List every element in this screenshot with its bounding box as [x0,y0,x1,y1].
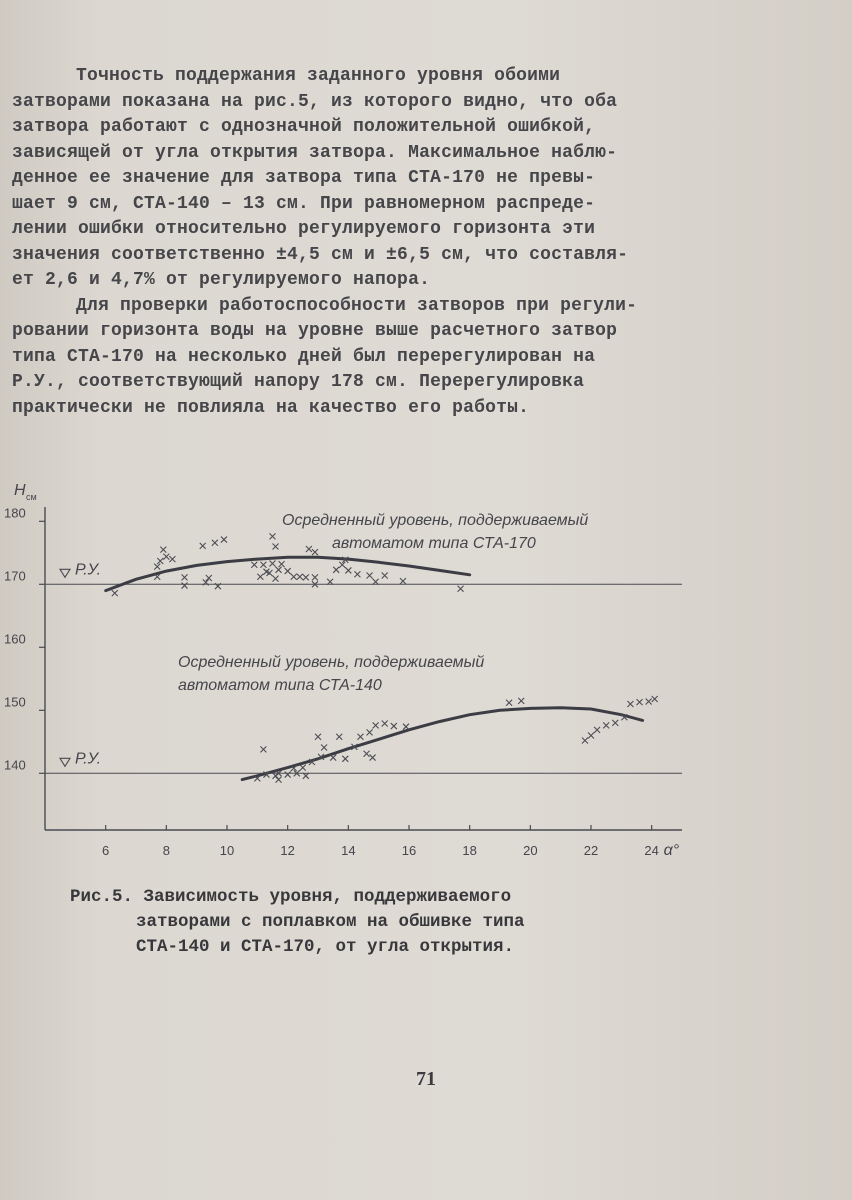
data-point-cross [273,544,279,550]
data-point-cross [345,567,351,573]
data-point-cross [270,533,276,539]
data-point-cross [382,721,388,727]
data-point-cross [627,701,633,707]
data-point-cross [367,729,373,735]
data-point-cross [270,561,276,567]
data-point-cross [169,556,175,562]
data-point-cross [297,574,303,580]
x-tick-label: 12 [280,843,295,858]
y-tick-label: 160 [4,631,26,647]
data-point-cross [303,574,309,580]
data-point-cross [652,696,658,702]
reference-line-label: Р.У. [75,750,102,768]
data-point-cross [315,734,321,740]
y-tick-label: 150 [4,694,26,710]
data-point-cross [212,540,218,546]
data-point-cross [333,567,339,573]
level-triangle-icon [60,758,70,766]
text-line: шает 9 см, СТА-140 – 13 см. При равномерном распреде- [12,193,596,214]
data-point-cross [373,722,379,728]
data-point-cross [506,700,512,706]
text-line: лении ошибки относительно регулируемого горизонта эти [12,219,596,239]
data-point-cross [382,572,388,578]
data-point-cross [276,567,282,573]
data-point-cross [594,727,600,733]
data-point-cross [330,755,336,761]
data-point-cross [458,586,464,592]
text-line: зависящей от угла открытия затвора. Максимальное наблю- [12,142,618,163]
text-line: практически не повлияла на качество его работы. [12,397,530,418]
data-point-cross [291,574,297,580]
x-tick-label: 16 [401,843,417,858]
data-point-cross [637,699,643,705]
paragraph-1 [12,64,742,294]
data-point-cross [160,547,166,553]
data-point-cross [582,738,588,744]
chart-svg [0,470,852,870]
x-axis-label: α° [663,842,680,859]
data-point-cross [260,562,266,568]
paragraph-2 [12,294,742,422]
text-line: Точность поддержания заданного уровня обоими [76,66,561,86]
data-point-cross [182,583,188,589]
y-tick-label: 140 [4,757,26,773]
data-point-cross [364,751,370,757]
data-point-cross [357,734,363,740]
data-point-cross [182,574,188,580]
data-point-cross [370,755,376,761]
text-line: типа СТА-170 на несколько дней был перерегулирован на [12,346,596,367]
x-tick-label: 14 [341,843,356,858]
y-axis-label-unit: см [26,492,37,502]
data-point-cross [251,562,257,568]
text-line: Р.У., соответствующий напору 178 см. Перерегулировка [12,372,585,392]
y-axis-label: H [14,482,26,499]
data-point-cross [285,568,291,574]
reference-line-label: Р.У. [75,561,102,579]
caption-line: затворами с поплавком на обшивке типа [136,912,525,932]
figure-caption [70,885,750,960]
series-annotation: Осредненный уровень, поддерживаемый [282,512,589,529]
figure-5-chart [0,470,852,870]
data-point-cross [260,746,266,752]
text-line: затвора работают с однозначной положительной ошибкой, [12,117,596,137]
series-annotation: автоматом типа СТА-170 [332,535,536,552]
x-tick-label: 18 [462,843,477,858]
x-tick-label: 6 [102,843,110,858]
data-point-cross [518,698,524,704]
data-point-cross [367,572,373,578]
data-point-cross [603,722,609,728]
y-tick-label: 170 [4,568,26,584]
data-point-cross [354,571,360,577]
data-point-cross [612,720,618,726]
text-line: затворами показана на рис.5, из которого видно, что оба [12,91,618,112]
data-point-cross [342,756,348,762]
data-point-cross [312,574,318,580]
caption-line: Рис.5. Зависимость уровня, поддерживаемого [70,887,512,907]
data-point-cross [273,576,279,582]
data-point-cross [154,564,160,570]
x-tick-label: 20 [523,843,538,858]
text-line: ет 2,6 и 4,7% от регулируемого напора. [12,270,431,290]
x-tick-label: 10 [219,843,235,858]
data-point-cross [285,772,291,778]
data-point-cross [588,733,594,739]
data-point-cross [200,543,206,549]
data-point-cross [306,546,312,552]
data-point-cross [163,554,169,560]
data-point-cross [300,765,306,771]
data-point-cross [257,574,263,580]
series-annotation: автоматом типа СТА-140 [178,677,382,694]
data-point-cross [400,578,406,584]
data-point-cross [279,561,285,567]
data-point-cross [321,744,327,750]
y-tick-label: 180 [4,505,26,521]
caption-line: СТА-140 и СТА-170, от угла открытия. [136,937,515,957]
text-line: ровании горизонта воды на уровне выше расчетного затвор [12,321,618,341]
page-number: 71 [416,1068,436,1090]
data-point-cross [391,723,397,729]
text-line: значения соответственно ±4,5 см и ±6,5 см, что составля- [12,244,629,265]
x-tick-label: 24 [644,843,659,858]
data-point-cross [312,549,318,555]
x-tick-label: 22 [583,843,599,858]
text-line: денное ее значение для затвора типа СТА-170 не превы- [12,168,596,188]
data-point-cross [276,777,282,783]
data-point-cross [646,698,652,704]
data-point-cross [112,590,118,596]
data-point-cross [403,724,409,730]
x-tick-label: 8 [162,843,170,858]
level-triangle-icon [60,569,70,577]
data-point-cross [336,734,342,740]
body-text [12,64,742,421]
data-point-cross [157,558,163,564]
data-point-cross [221,537,227,543]
series-annotation: Осредненный уровень, поддерживаемый [178,654,485,671]
text-line: Для проверки работоспособности затворов при регули- [76,295,638,316]
